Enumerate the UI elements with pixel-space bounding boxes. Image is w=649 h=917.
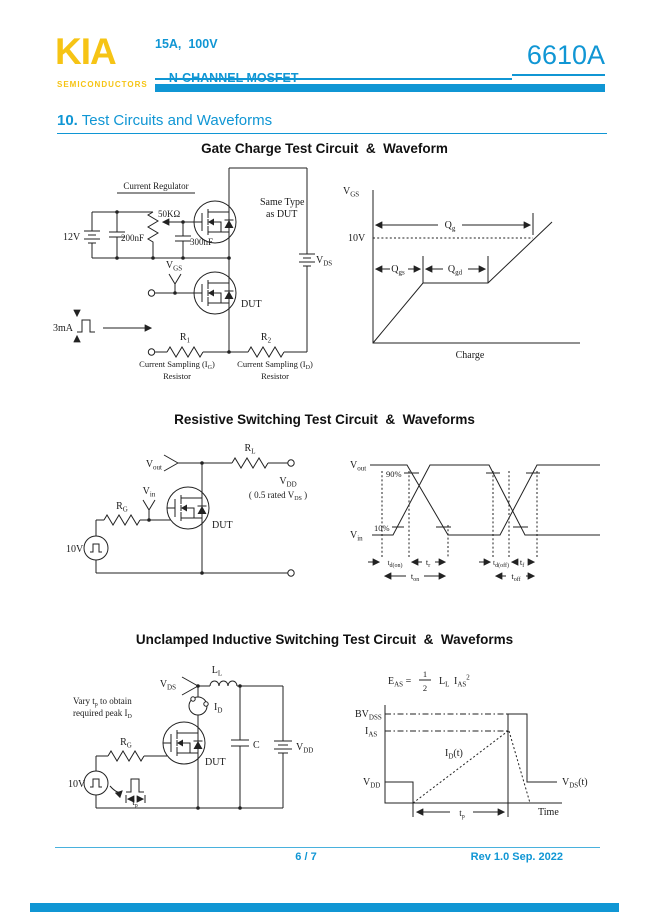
tr-label: $t_r$: [425, 557, 431, 569]
toff-label: $t_{off}$: [511, 571, 521, 583]
tp-label: $t_p$: [132, 797, 138, 809]
section-underline: [57, 133, 607, 134]
sampling-ig-caption: Current Sampling $(I_G)$: [139, 359, 215, 371]
vdd-level-label: $V_{DD}$: [363, 777, 381, 790]
gate-waveform-lines: [373, 190, 580, 343]
dut-label: DUT: [212, 520, 233, 531]
10v-source-label: 10V: [66, 544, 84, 555]
v12-label: 12V: [63, 232, 81, 243]
unclamped-title: Unclamped Inductive Switching Test Circuit & Waveforms: [135, 632, 514, 647]
10v-tick-label: 10V: [348, 233, 366, 244]
idt-label: $I_D(t)$: [445, 748, 463, 761]
partnumber-underline: [512, 74, 605, 76]
vgs-axis-label: $V_{GS}$: [343, 186, 360, 199]
footer-rule: [55, 847, 600, 848]
c300-label: 300nF: [190, 237, 214, 247]
bvdss-label: $BV_{DSS}$: [355, 709, 382, 722]
kia-logo-subtitle: SEMICONDUCTORS: [57, 80, 148, 89]
ll-label: $L_L$: [211, 665, 223, 678]
ton-label: $t_{on}$: [410, 571, 420, 583]
vin-probe-label: $V_{in}$: [142, 486, 156, 499]
page-number: 6 / 7: [295, 851, 317, 863]
r2-label: $R_2$: [260, 332, 272, 345]
charge-axis-label: Charge: [455, 350, 485, 361]
revision-label: Rev 1.0 Sep. 2022: [470, 851, 563, 863]
rg-label: $R_G$: [116, 501, 128, 514]
dut-label: DUT: [241, 299, 262, 310]
peak-id-note: required peak $I_D$: [73, 708, 132, 720]
gate-charge-waveform: [340, 182, 630, 367]
vout-probe-label: $V_{out}$: [145, 459, 162, 472]
sampling-ig-caption2: Resistor: [163, 371, 191, 381]
tp-span-label: $t_p$: [459, 808, 465, 820]
tf-label: $t_f$: [519, 557, 525, 569]
td-on-label: $t_{d(on)}$: [387, 558, 403, 569]
header-accent-bar: [155, 84, 605, 92]
time-axis-label: Time: [538, 807, 559, 818]
p10-label: 10%: [374, 523, 390, 533]
qgd-label: $Q_{gd}$: [447, 264, 463, 277]
gate-charge-circuit-diagram: [55, 160, 355, 395]
qgs-label: $Q_{gs}$: [391, 264, 405, 277]
bottom-accent-bar: [30, 903, 619, 912]
id-probe-label: $I_D$: [214, 702, 223, 715]
part-number: 6610A: [526, 40, 605, 70]
resistive-circuit-wiring: [84, 455, 297, 576]
dut-label: DUT: [205, 757, 226, 768]
unclamped-circuit-diagram: [60, 652, 365, 847]
r1-label: $R_1$: [179, 332, 191, 345]
pulse-3ma-label: 3mA: [53, 323, 73, 334]
unclamped-waveform-lines: [385, 680, 562, 817]
p90-label: 90%: [386, 469, 402, 479]
vdst-label: $V_{DS}(t)$: [562, 777, 588, 790]
unclamped-waveform: [355, 662, 630, 832]
frac-denominator: 2: [422, 683, 428, 693]
10v-source-label: 10V: [68, 779, 86, 790]
ias-label: $I_{AS}$: [365, 726, 378, 739]
vds-probe-label: $V_{DS}$: [159, 679, 176, 692]
td-off-label: $t_{d(off)}$: [493, 558, 509, 569]
rated-note: ( 0.5 rated $V_{DS}$ ): [248, 490, 308, 502]
frac-numerator: 1: [422, 669, 428, 679]
gate-charge-title: Gate Charge Test Circuit & Waveform: [201, 141, 448, 156]
sampling-id-caption: Current Sampling $(I_D)$: [237, 359, 313, 371]
as-dut-label: as DUT: [266, 209, 298, 220]
header-thin-rule: [155, 78, 512, 80]
vds-supply-label: $V_{DS}$: [316, 255, 333, 268]
vin-trace-label: $V_{in}$: [350, 530, 363, 543]
same-type-label: Same Type: [260, 197, 305, 208]
formula-ll: $L_L$: [439, 676, 450, 689]
section-number: 10.: [57, 112, 78, 129]
resistive-title: Resistive Switching Test Circuit & Waveforms: [174, 412, 475, 427]
vgs-probe-label: $V_{GS}$: [165, 260, 183, 273]
rl-label: $R_L$: [244, 443, 256, 456]
qg-label: $Q_g$: [444, 220, 456, 233]
section-heading: [57, 112, 272, 129]
formula-ias2: $I_{AS}^2$: [454, 673, 470, 689]
resistive-waveform-lines: [368, 465, 600, 576]
vary-tp-note: Vary $t_p$ to obtain: [73, 696, 132, 708]
c200-label: 200nF: [121, 233, 145, 243]
resistive-waveform: [348, 445, 613, 595]
pot-label: 50KΩ: [158, 209, 181, 219]
c-label: C: [253, 740, 260, 751]
vout-trace-label: $V_{out}$: [350, 460, 367, 473]
kia-logo: KIA: [55, 31, 116, 72]
vdd-label: $V_{DD}$: [296, 742, 314, 755]
sampling-id-caption2: Resistor: [261, 371, 289, 381]
current-regulator-label: Current Regulator: [123, 181, 189, 191]
rg-label: $R_G$: [120, 737, 132, 750]
eas-formula: $E_{AS}$ =: [388, 676, 412, 689]
spec-rating: 15A, 100V: [155, 37, 218, 51]
section-title: Test Circuits and Waveforms: [77, 112, 273, 129]
vdd-label: $V_{DD}$: [279, 476, 297, 489]
resistive-circuit-diagram: [60, 438, 360, 603]
